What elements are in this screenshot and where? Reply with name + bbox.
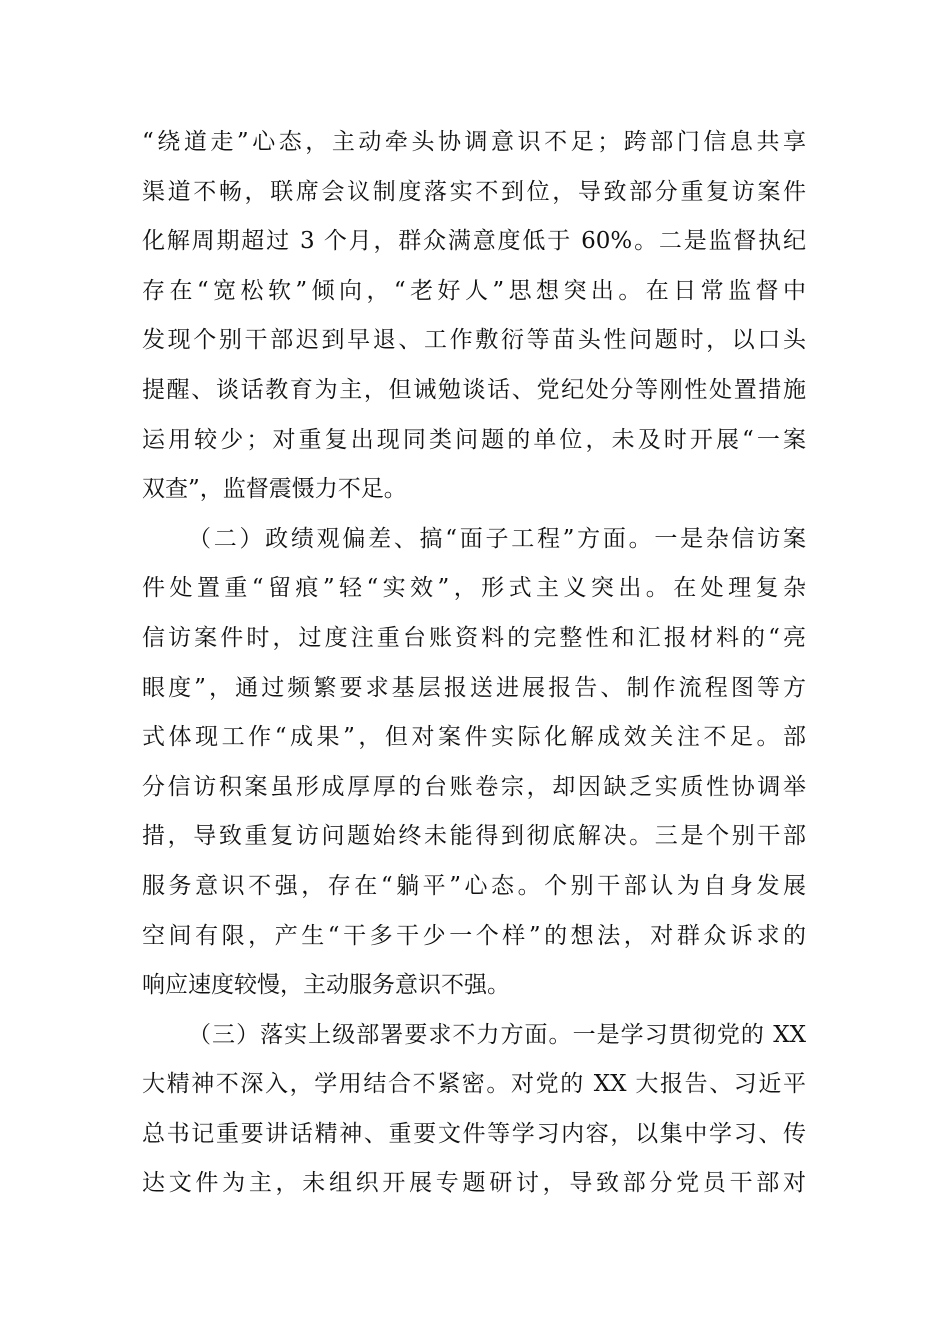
text-line-21: 总书记重要讲话精神、重要文件等学习内容，以集中学习、传	[142, 1120, 806, 1147]
text-line-5: 发现个别干部迟到早退、工作敷衍等苗头性问题时，以口头	[142, 327, 806, 354]
text-line-14: 分信访积案虽形成厚厚的台账卷宗，却因缺乏实质性协调举	[142, 773, 806, 800]
text-line-8: 双查”，监督震慑力不足。	[142, 476, 407, 503]
section-two-heading-line: （二）政绩观偏差、搞“面子工程”方面。一是杂信访案	[188, 525, 806, 552]
text-line-6: 提醒、谈话教育为主，但诫勉谈话、党纪处分等刚性处置措施	[142, 376, 806, 403]
text-line-20: 大精神不深入，学用结合不紧密。对党的 XX 大报告、习近平	[142, 1071, 806, 1098]
text-line-10: 件处置重“留痕”轻“实效”，形式主义突出。在处理复杂	[142, 575, 806, 602]
text-line-7: 运用较少；对重复出现同类问题的单位，未及时开展“一案	[142, 426, 806, 453]
text-line-22: 达文件为主，未组织开展专题研讨，导致部分党员干部对	[142, 1170, 806, 1197]
text-line-11: 信访案件时，过度注重台账资料的完整性和汇报材料的“亮	[142, 624, 806, 651]
text-line-12: 眼度”，通过频繁要求基层报送进展报告、制作流程图等方	[142, 674, 806, 701]
text-line-3: 化解周期超过 3 个月，群众满意度低于 60%。二是监督执纪	[142, 228, 806, 255]
text-line-17: 空间有限，产生“干多干少一个样”的想法，对群众诉求的	[142, 922, 806, 949]
text-line-18: 响应速度较慢，主动服务意识不强。	[142, 972, 510, 999]
text-line-4: 存在“宽松软”倾向，“老好人”思想突出。在日常监督中	[142, 277, 806, 304]
section-three-heading-line: （三）落实上级部署要求不力方面。一是学习贯彻党的 XX	[188, 1021, 806, 1048]
text-line-1: “绕道走”心态，主动牵头协调意识不足；跨部门信息共享	[142, 129, 806, 155]
text-line-13: 式体现工作“成果”，但对案件实际化解成效关注不足。部	[142, 724, 806, 751]
text-line-16: 服务意识不强，存在“躺平”心态。个别干部认为自身发展	[142, 872, 806, 899]
text-line-2: 渠道不畅，联席会议制度落实不到位，导致部分重复访案件	[142, 178, 806, 205]
document-body	[142, 118, 806, 1209]
text-line-15: 措，导致重复访问题始终未能得到彻底解决。三是个别干部	[142, 823, 806, 850]
